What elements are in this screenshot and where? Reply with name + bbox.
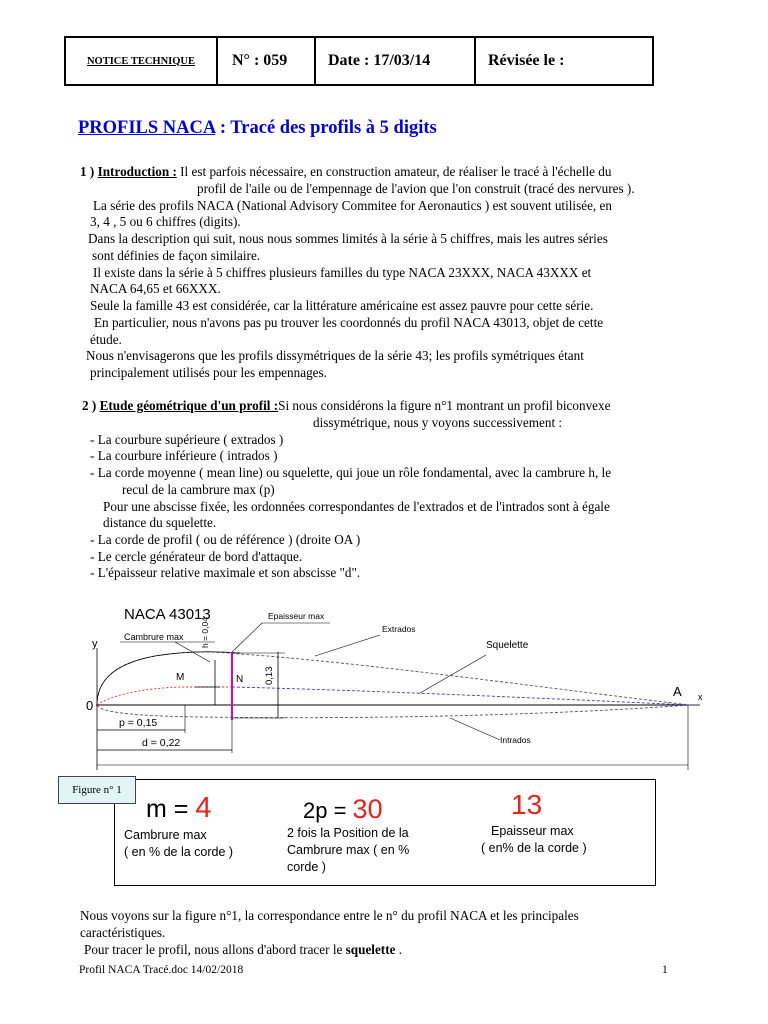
- diagram-title: NACA 43013: [124, 606, 211, 623]
- conclusion-line-2: Pour tracer le profil, nous allons d'abord tracer le squelette .: [84, 942, 403, 957]
- n-point-label: N: [236, 674, 244, 685]
- t-value: 13: [511, 789, 543, 820]
- section1-line-7: NACA 64,65 et 66XXX.: [90, 281, 221, 296]
- x-axis-label: x: [698, 692, 703, 702]
- footer-filename-date: Profil NACA Tracé.doc 14/02/2018: [79, 964, 244, 976]
- section2-line-9: - Le cercle générateur de bord d'attaque.: [90, 549, 303, 564]
- section2-line-3: - La courbure inférieure ( intrados ): [90, 448, 278, 463]
- m-desc-0: Cambrure max: [124, 828, 207, 842]
- origin-label: 0: [86, 698, 94, 713]
- h-label: h = 0,04: [200, 617, 210, 648]
- p-desc-1: Cambrure max ( en %: [287, 843, 410, 857]
- notice-cell: [66, 38, 218, 84]
- notice-label: NOTICE TECHNIQUE: [86, 55, 196, 67]
- extrados-curve: [97, 652, 690, 705]
- cambrure-max-label: Cambrure max: [124, 632, 184, 642]
- number-cell: [218, 38, 316, 84]
- intrados-curve: [97, 705, 690, 718]
- t-desc-1: ( en% de la corde ): [481, 841, 587, 855]
- p-value-row: [303, 794, 383, 825]
- extrados-label: Extrados: [382, 624, 416, 634]
- section2-line-10: - L'épaisseur relative maximale et son abscisse "d".: [90, 565, 361, 580]
- section2-line-4: - La corde moyenne ( mean line) ou squelette, qui joue un rôle fondamental, avec la cambrure h, le: [90, 465, 612, 480]
- d-label: d = 0,22: [142, 737, 181, 749]
- m-value: 4: [195, 792, 212, 824]
- a-point-label: A: [673, 684, 682, 699]
- section2-line-8: - La corde de profil ( ou de référence ) (droite OA ): [90, 532, 361, 547]
- revised-cell: [476, 38, 652, 84]
- extrados-pointer: [315, 635, 380, 656]
- section1-heading: Introduction :: [97, 164, 177, 179]
- mean-line-red: [97, 687, 232, 705]
- p-desc-2: corde ): [287, 860, 326, 874]
- section2-line-2: - La courbure supérieure ( extrados ): [90, 432, 284, 447]
- squelette-pointer: [420, 655, 486, 693]
- section1-line-5: sont définies de façon similaire.: [92, 248, 261, 263]
- page-number: 1: [662, 964, 668, 976]
- t-desc-0: Epaisseur max: [491, 824, 574, 838]
- section1-line-6: Il existe dans la série à 5 chiffres plusieurs familles du type NACA 23XXX, NACA 43XXX et: [93, 265, 592, 280]
- section2-line-7: distance du squelette.: [103, 515, 217, 530]
- notice-date: Date : 17/03/14: [328, 52, 431, 69]
- section2-line-1: dissymétrique, nous y voyons successivement :: [313, 415, 563, 430]
- section1-line-8: Seule la famille 43 est considérée, car la littérature américaine est assez pauvre pour cette série.: [90, 298, 594, 313]
- section2-line-6: Pour une abscisse fixée, les ordonnées correspondantes de l'extrados et de l'intrados sont à égale: [103, 499, 610, 514]
- conclusion-line-1: caractéristiques.: [80, 925, 166, 940]
- p-desc-0: 2 fois la Position de la: [287, 826, 409, 840]
- section1-line-9: En particulier, nous n'avons pas pu trouver les coordonnés du profil NACA 43013, objet de cette: [94, 315, 604, 330]
- header-table: [64, 36, 654, 86]
- section1-line-2: La série des profils NACA (National Advisory Commitee for Aeronautics ) est souvent utilisée, en: [93, 198, 612, 213]
- title-main: PROFILS NACA: [78, 118, 216, 138]
- section1-line-10: étude.: [90, 332, 122, 347]
- intrados-pointer: [450, 718, 500, 740]
- p-label: p = 0,15: [119, 717, 158, 729]
- section2-heading: Etude géométrique d'un profil :: [99, 398, 279, 413]
- notice-number: N° : 059: [232, 52, 288, 69]
- squelette-word: squelette: [345, 942, 396, 957]
- section1-line-4: Dans la description qui suit, nous nous sommes limités à la série à 5 chiffres, mais les autres séries: [88, 231, 608, 246]
- p-prefix: 2p =: [303, 798, 353, 823]
- section1-line-3: 3, 4 , 5 ou 6 chiffres (digits).: [90, 214, 241, 229]
- m-desc-1: ( en % de la corde ): [124, 845, 234, 859]
- section1-line-1: profil de l'aile ou de l'empennage de l'avion que l'on construit (tracé des nervures ).: [197, 181, 635, 196]
- epaisseur-pointer: [232, 623, 262, 652]
- mean-line-blue: [232, 687, 690, 705]
- m-value-row: [146, 792, 211, 825]
- intrados-label: Intrados: [500, 735, 531, 745]
- m-prefix: m =: [146, 795, 196, 823]
- revised-label: Révisée le :: [488, 52, 565, 69]
- figure-tag: Figure n° 1: [58, 776, 136, 804]
- m-point-label: M: [176, 672, 185, 683]
- conclusion-line-0: Nous voyons sur la figure n°1, la correspondance entre le n° du profil NACA et les principales: [80, 908, 579, 923]
- section1-line-12: principalement utilisés pour les empennages.: [90, 365, 327, 380]
- thickness-label: 0,13: [264, 666, 275, 685]
- section1-line-0: 1 ) Introduction : Il est parfois nécessaire, en construction amateur, de réaliser le tracé à l'échelle du: [80, 164, 612, 179]
- page-title: [78, 118, 437, 139]
- epaisseur-max-label: Epaisseur max: [268, 611, 325, 621]
- date-cell: [316, 38, 476, 84]
- section1-line-11: Nous n'envisagerons que les profils dissymétriques de la série 43; les profils symétriques étant: [86, 348, 584, 363]
- squelette-label: Squelette: [486, 640, 529, 651]
- section2-line-0: 2 ) Etude géométrique d'un profil :Si nous considérons la figure n°1 montrant un profil biconvexe: [82, 398, 611, 413]
- title-rest: : Tracé des profils à 5 digits: [215, 118, 437, 138]
- section2-line-5: recul de la cambrure max (p): [122, 482, 275, 497]
- y-axis-label: y: [92, 638, 98, 650]
- p-value: 30: [352, 794, 383, 824]
- extrados-leading-edge: [97, 652, 240, 705]
